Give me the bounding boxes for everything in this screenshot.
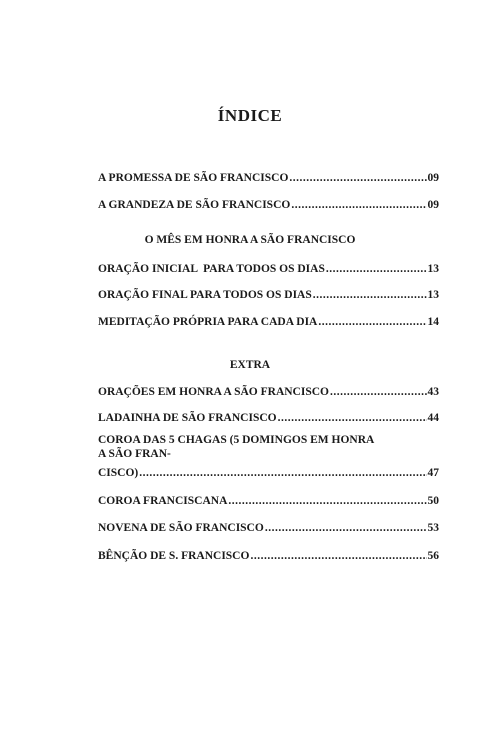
toc-entry[interactable]: [98, 385, 439, 399]
dot-leader: [291, 198, 426, 212]
toc-entry[interactable]: [98, 521, 439, 535]
toc-entry[interactable]: [98, 494, 439, 508]
toc-entry-label: A PROMESSA DE SÃO FRANCISCO: [98, 172, 289, 184]
toc-entry-label: BÊNÇÃO DE S. FRANCISCO: [98, 550, 250, 562]
toc-entry-page: 13: [427, 263, 439, 275]
dot-leader: [250, 549, 426, 563]
toc-entry-label: ORAÇÕES EM HONRA A SÃO FRANCISCO: [98, 386, 329, 398]
toc-entry-page: 47: [427, 467, 439, 479]
toc-entry-page: 43: [427, 386, 439, 398]
dot-leader: [278, 411, 427, 425]
page-title: ÍNDICE: [217, 106, 283, 125]
toc-entry-page: 50: [427, 495, 439, 507]
toc-entry[interactable]: [98, 262, 439, 276]
toc-entry[interactable]: [98, 315, 439, 329]
toc-entry-page: 44: [427, 412, 439, 424]
toc-entry[interactable]: [98, 466, 439, 480]
dot-leader: [139, 466, 426, 480]
toc-entry-page: 53: [427, 522, 439, 534]
toc-entry[interactable]: [98, 549, 439, 563]
toc-entry-label: COROA FRANCISCANA: [98, 495, 228, 507]
dot-leader: [318, 315, 426, 329]
dot-leader: [228, 494, 426, 508]
toc-entry-label: NOVENA DE SÃO FRANCISCO: [98, 522, 264, 534]
section-heading-extra: EXTRA: [229, 359, 271, 371]
toc-entry[interactable]: [98, 171, 439, 185]
toc-entry-page: 14: [427, 316, 439, 328]
toc-entry-label: MEDITAÇÃO PRÓPRIA PARA CADA DIA: [98, 316, 318, 328]
toc-entry-label: A GRANDEZA DE SÃO FRANCISCO: [98, 199, 291, 211]
toc-entry-label-line2: A SÃO FRAN-: [98, 448, 171, 460]
dot-leader: [330, 385, 427, 399]
toc-entry-page: 13: [427, 289, 439, 301]
dot-leader: [313, 288, 427, 302]
toc-entry-page: 09: [427, 172, 439, 184]
section-heading-month: O MÊS EM HONRA A SÃO FRANCISCO: [144, 234, 356, 246]
toc-entry-page: 56: [427, 550, 439, 562]
toc-entry[interactable]: [98, 288, 439, 302]
dot-leader: [265, 521, 427, 535]
toc-entry-label: LADAINHA DE SÃO FRANCISCO: [98, 412, 277, 424]
toc-entry[interactable]: [98, 411, 439, 425]
toc-entry-label-line1: COROA DAS 5 CHAGAS (5 DOMINGOS EM HONRA: [98, 434, 375, 446]
toc-entry-page: 09: [427, 199, 439, 211]
dot-leader: [326, 262, 427, 276]
toc-entry-label-line3: CISCO): [98, 467, 139, 479]
toc-entry-multiline[interactable]: [98, 433, 439, 461]
toc-entry[interactable]: [98, 198, 439, 212]
dot-leader: [289, 171, 426, 185]
toc-entry-label: ORAÇÃO FINAL PARA TODOS OS DIAS: [98, 289, 312, 301]
toc-entry-label: ORAÇÃO INICIAL PARA TODOS OS DIAS: [98, 263, 325, 275]
